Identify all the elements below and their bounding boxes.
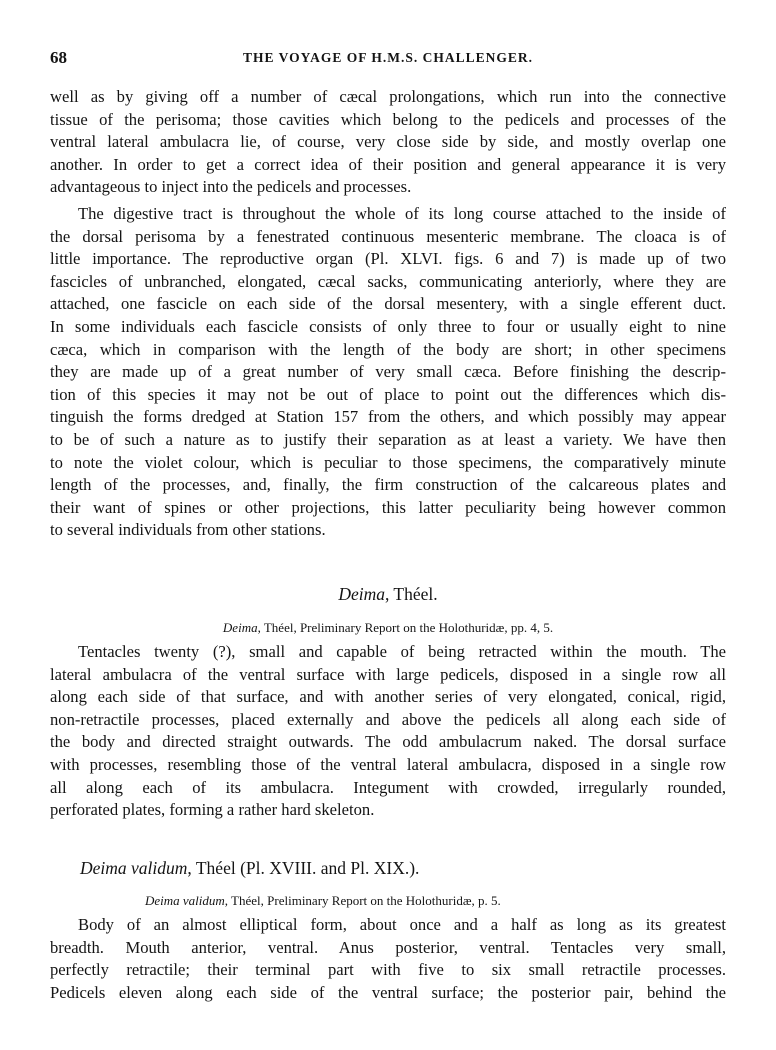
text-line: all along each of its ambulacra. Integument with crowded, irregularly rounded,	[50, 777, 726, 797]
paragraph-3	[50, 641, 726, 822]
text-line: fascicles of unbranched, elongated, cæcal sacks, communicating anteriorly, where they are	[50, 271, 726, 291]
text-line: perforated plates, forming a rather hard skeleton.	[50, 800, 375, 820]
text-line: attached, one fascicle on each side of the dorsal mesentery, with a single efferent duct.	[50, 294, 726, 314]
text-line: perfectly retractile; their terminal part with five to six small retractile processes.	[50, 960, 726, 980]
text-line: they are made up of a great number of very small cæca. Before finishing the descrip-	[50, 362, 726, 382]
genus-author: , Théel.	[385, 584, 438, 604]
text-line: tion of this species it may not be out of place to point out the differences which dis-	[50, 384, 726, 404]
paragraph-1	[50, 86, 726, 199]
text-line: Pedicels eleven along each side of the ventral surface; the posterior pair, behind the	[50, 982, 726, 1002]
text-line: the body and directed straight outwards. The odd ambulacrum naked. The dorsal surface	[50, 732, 726, 752]
text-line: ventral lateral ambulacra lie, of course, very close side by side, and mostly overlap one	[50, 132, 726, 152]
text-line: to several individuals from other stations.	[50, 520, 326, 540]
text-line: well as by giving off a number of cæcal prolongations, which run into the connective	[50, 87, 726, 106]
paragraph-2	[50, 203, 726, 542]
text-line: their want of spines or other projections, this latter peculiarity being however common	[50, 497, 726, 517]
text-line: Body of an almost elliptical form, about once and a half as long as its greatest	[78, 915, 726, 934]
text-line: Tentacles twenty (?), small and capable of being retracted within the mouth. The	[78, 642, 726, 661]
paragraph-4	[50, 914, 726, 1004]
page-header	[50, 48, 726, 70]
species-author: , Théel (Pl. XVIII. and Pl. XIX.).	[187, 858, 420, 878]
text-line: cæca, which in comparison with the length of the body are short; in other specimens	[50, 339, 726, 359]
text-line: with processes, resembling those of the ventral lateral ambulacra, disposed in a single row	[50, 754, 726, 774]
genus-name: Deima	[338, 584, 385, 604]
species-heading	[80, 858, 419, 879]
species-reference	[145, 893, 501, 909]
genus-heading	[0, 584, 776, 605]
text-line: advantageous to inject into the pedicels and processes.	[50, 177, 412, 197]
text-line: tinguish the forms dredged at Station 157 from the others, and which possibly may appear	[50, 407, 726, 427]
species-name: Deima validum	[80, 858, 188, 878]
genus-reference	[0, 620, 776, 636]
text-line: lateral ambulacra of the ventral surface with large pedicels, disposed in a single row all	[50, 664, 726, 684]
text-line: along each side of that surface, and with another series of very elongated, conical, rigid,	[50, 687, 726, 707]
species-ref-text: , Théel, Preliminary Report on the Holothuridæ, p. 5.	[224, 893, 501, 908]
running-title: THE VOYAGE OF H.M.S. CHALLENGER.	[242, 50, 534, 65]
genus-ref-name: Deima	[222, 620, 258, 635]
text-line: The digestive tract is throughout the whole of its long course attached to the inside of	[78, 204, 726, 223]
text-line: another. In order to get a correct idea of their position and general appearance it is very	[50, 154, 726, 174]
text-line: tissue of the perisoma; those cavities which belong to the pedicels and processes of the	[50, 109, 726, 129]
species-ref-name: Deima validum	[145, 893, 225, 908]
genus-ref-text: , Théel, Preliminary Report on the Holothuridæ, pp. 4, 5.	[257, 620, 554, 635]
text-line: non-retractile processes, placed externally and above the pedicels all along each side of	[50, 709, 726, 729]
text-line: length of the processes, and, finally, the firm construction of the calcareous plates and	[50, 475, 726, 495]
text-line: In some individuals each fascicle consists of only three to four or usually eight to nine	[50, 316, 726, 336]
text-line: little importance. The reproductive organ (Pl. XLVI. figs. 6 and 7) is made up of two	[50, 249, 726, 269]
text-line: to be of such a nature as to justify their separation as at least a variety. We have then	[50, 429, 726, 449]
text-line: to note the violet colour, which is peculiar to those specimens, the comparatively minute	[50, 452, 726, 472]
text-line: breadth. Mouth anterior, ventral. Anus posterior, ventral. Tentacles very small,	[50, 937, 726, 957]
page-number: 68	[50, 48, 67, 67]
text-line: the dorsal perisoma by a fenestrated continuous mesenteric membrane. The cloaca is of	[50, 226, 726, 246]
